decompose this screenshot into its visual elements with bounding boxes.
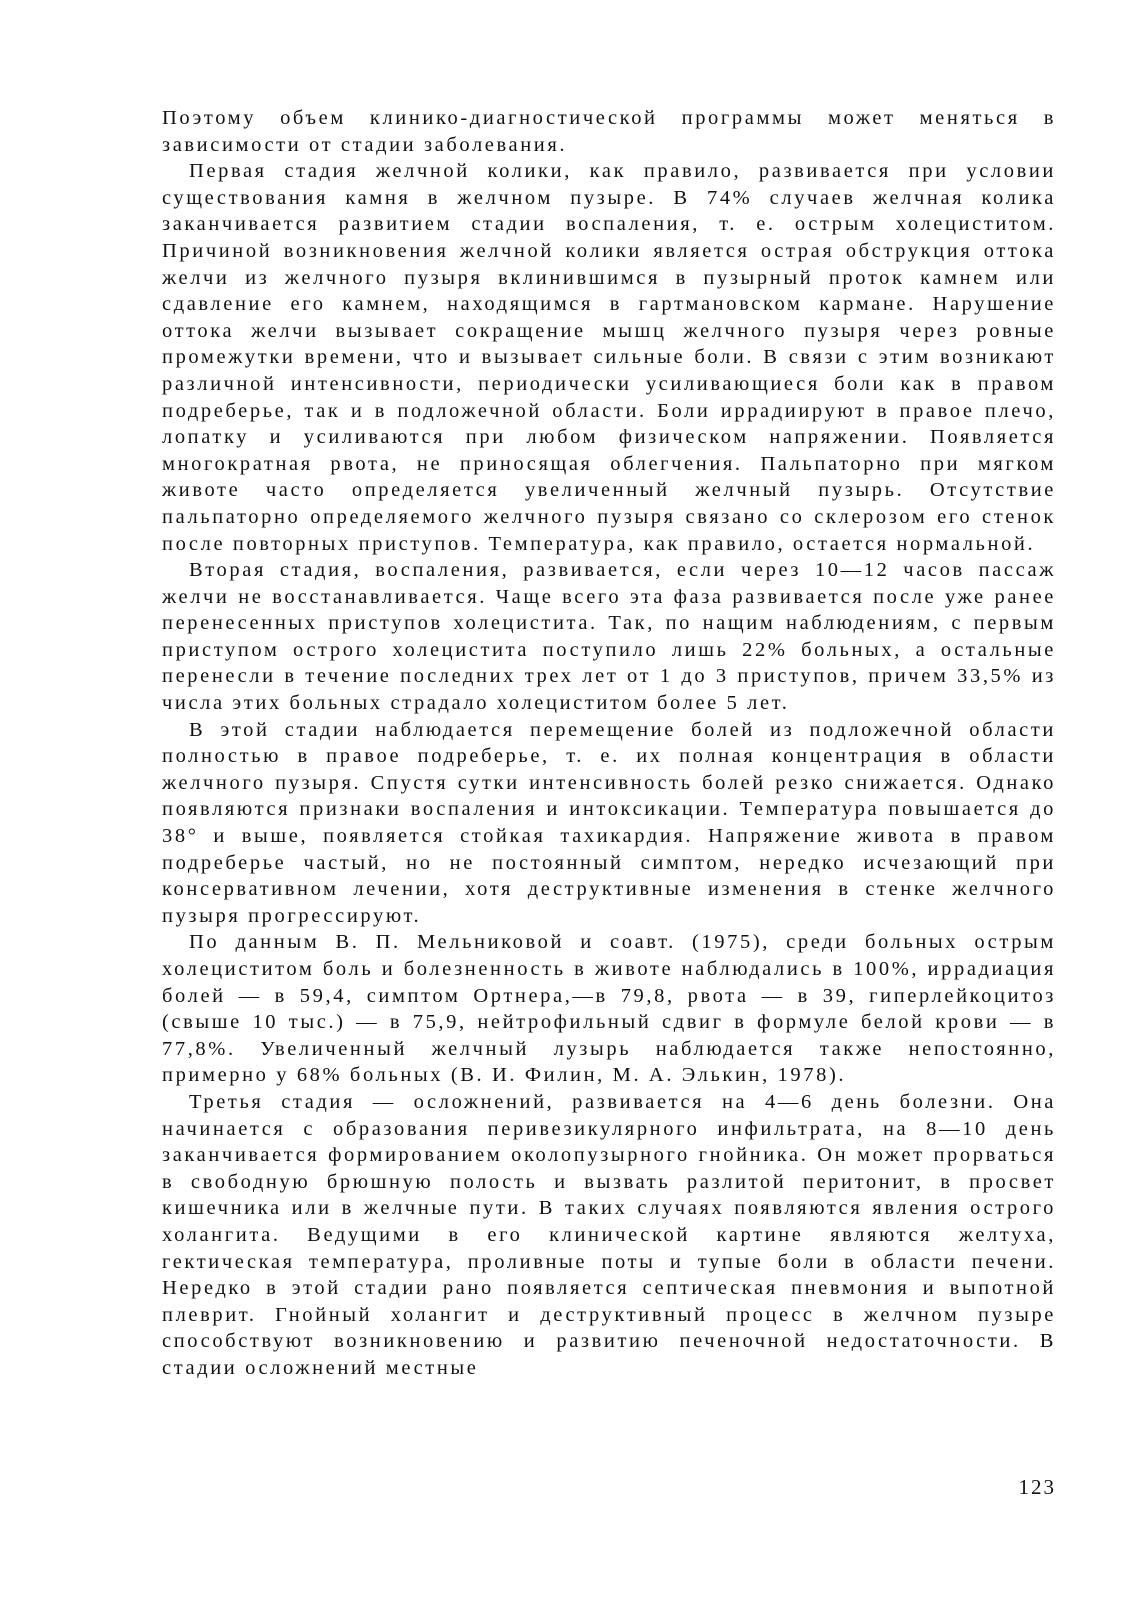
paragraph-4: В этой стадии наблюдается перемещение болей из подложечной области полностью в правое подреберье, т. е. их полная концентрация в области желчного пузыря. Спустя сутки интенсивность болей резко снижается. Однако появляются признаки воспаления и интоксикации. Температура повышается до 38° и выше, появляется стойкая тахикардия. Напряжение живота в правом подреберье частый, но не постоянный симптом, нередко исчезающий при консервативном лечении, хотя деструктивные изменения в стенке желчного пузыря прогрессируют. <box>162 718 1056 927</box>
page-body <box>162 105 1056 1382</box>
paragraph-5: По данным В. П. Мельниковой и соавт. (1975), среди больных острым холециститом боль и болезненность в животе наблюдались в 100%, иррадиация болей — в 59,4, симптом Ортнера,—в 79,8, рвота — в 39, гиперлейкоцитоз (свыше 10 тыс.) — в 75,9, нейтрофильный сдвиг в формуле белой крови — в 77,8%. Увеличенный желчный лузырь наблюдается также непостоянно, примерно у 68% больных (В. И. Филин, М. А. Элькин, 1978). <box>162 931 1056 1087</box>
paragraph-1: Поэтому объем клинико-диагностической программы может меняться в зависимости от стадии заболевания. <box>162 107 1056 156</box>
paragraph-3: Вторая стадия, воспаления, развивается, если через 10—12 часов пассаж желчи не восстанавливается. Чаще всего эта фаза развивается после уже ранее перенесенных приступов холецистита. Так, по нащим наблюдениям, с первым приступом острого холецистита поступило лишь 22% больных, а остальные перенесли в течение последних трех лет от 1 до 3 приступов, причем 33,5% из числа этих больных страдало холециститом более 5 лет. <box>162 559 1056 715</box>
paragraph-2: Первая стадия желчной колики, как правило, развивается при условии существования камня в желчном пузыре. В 74% случаев желчная колика заканчивается развитием стадии воспаления, т. е. острым холециститом. Причиной возникновения желчной колики является острая обструкция оттока желчи из желчного пузыря вклинившимся в пузырный проток камнем или сдавление его камнем, находящимся в гартмановском кармане. Нарушение оттока желчи вызывает сокращение мышц желчного пузыря через ровные промежутки времени, что и вызывает сильные боли. В связи с этим возникают различной интенсивности, периодически усиливающиеся боли как в правом подреберье, так и в подложечной области. Боли иррадиируют в правое плечо, лопатку и усиливаются при любом физическом напряжении. Появляется многократная рвота, не приносящая облегчения. Пальпаторно при мягком животе часто определяется увеличенный желчный пузырь. Отсутствие пальпаторно определяемого желчного пузыря связано со склерозом его стенок после повторных приступов. Температура, как правило, остается нормальной. <box>162 160 1056 555</box>
page-number: 123 <box>1018 1475 1056 1499</box>
paragraph-6: Третья стадия — осложнений, развивается на 4—6 день болезни. Она начинается с образования перивезикулярного инфильтрата, на 8—10 день заканчивается формированием околопузырного гнойника. Он может прорваться в свободную брюшную полость и вызвать разлитой перитонит, в просвет кишечника или в желчные пути. В таких случаях появляются явления острого холангита. Ведущими в его клинической картине являются желтуха, гектическая температура, проливные поты и тупые боли в области печени. Нередко в этой стадии рано появляется септическая пневмония и выпотной плеврит. Гнойный холангит и деструктивный процесс в желчном пузыре способствуют возникновению и развитию печеночной недостаточности. В стадии осложнений местные <box>162 1090 1056 1379</box>
